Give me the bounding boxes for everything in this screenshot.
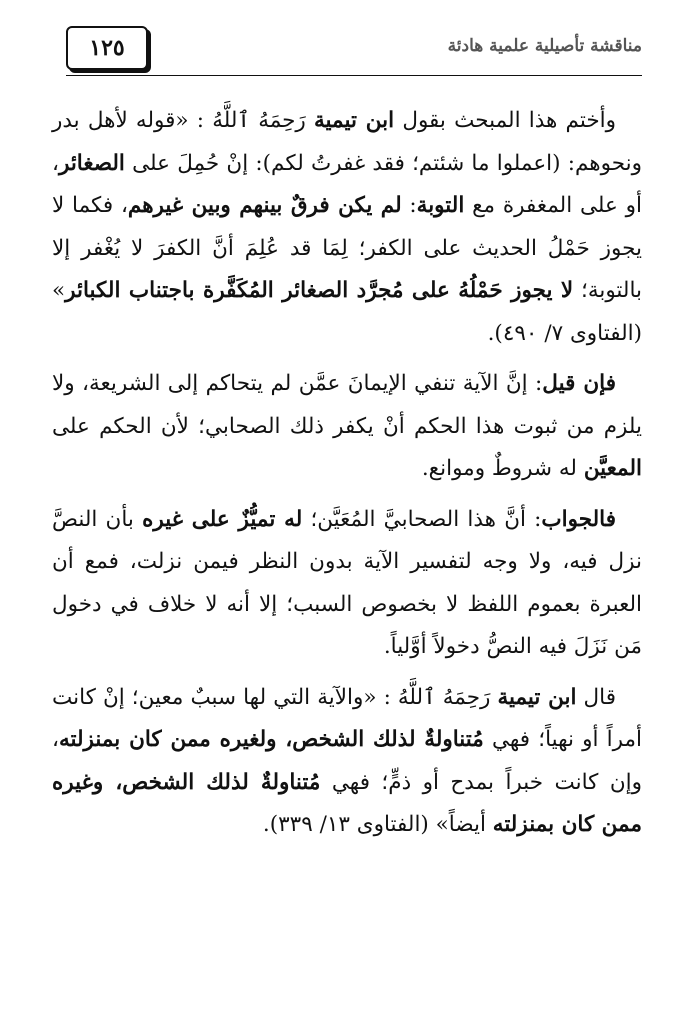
bold-text-segment: لا يجوز حَمْلُهُ على مُجرَّد الصغائر المُكَفَّرة باجتناب الكبائر [65,278,574,303]
bold-text-segment: مُتناولةٌ لذلك الشخص، وغيره ممن كان بمنزلته [52,769,642,837]
page-number: ١٢٥ [66,26,148,70]
text-segment: أيضاً» (الفتاوى ١٣/ ٣٣٩). [262,812,493,837]
running-title: مناقشة تأصيلية علمية هادئة [447,36,642,56]
bold-text-segment: له تميُّزٌ على غيره [142,506,303,532]
text-segment: : [401,193,417,218]
text-segment: : أنَّ هذا الصحابيَّ المُعَيَّن؛ [302,506,542,532]
text-segment: » (الفتاوى ٧/ ٤٩٠). [52,278,642,346]
text-segment: له شروطٌ وموانع. [421,456,584,481]
text-segment: ، فكما لا يجوز حَمْلُ الحديث على الكفر؛ لِمَا قد عُلِمَ أنَّ الكفرَ لا يُغْفر إلا بالتوبة؛ [52,193,643,303]
bold-text-segment: فإن قيل [542,371,616,396]
header-divider [66,75,642,76]
text-segment: قال [576,684,616,710]
body-text [52,100,642,847]
bold-text-segment: التوبة [416,193,465,218]
paragraph [52,677,642,847]
bold-text-segment: فالجواب [541,506,616,532]
bold-text-segment: المعيَّن [583,456,642,481]
text-segment: بأن النصَّ نزل فيه، ولا وجه لتفسير الآية بدون النظر فيمن نزلت، فمع أن العبرة بعموم اللفظ لا بخصوص السبب؛ إلا أنه لا خلاف في دخول مَن نَزَلَ فيه النصُّ دخولاً أوَّلياً. [52,506,642,659]
text-segment: وأختم هذا المبحث بقول [394,108,616,133]
page-header [66,22,642,78]
paragraph [52,100,642,355]
text-segment: رَحِمَهُ ٱللَّهُ : «قوله لأهل بدر ونحوهم: (اعملوا ما شئتم؛ فقد غفرتُ لكم): إنْ حُمِلَ على [52,108,642,176]
text-segment: رَحِمَهُ ٱللَّهُ : «والآية التي لها سببٌ معين؛ إنْ كانت أمراً أو نهياً؛ فهي [52,684,642,752]
bold-text-segment: ابن تيمية [497,684,577,710]
paragraph [52,363,642,491]
text-segment: ، أو على المغفرة مع [52,150,642,218]
bold-text-segment: مُتناولةٌ لذلك الشخص، ولغيره ممن كان بمنزلته [58,727,484,752]
bold-text-segment: الصغائر [58,150,125,176]
bold-text-segment: ابن تيمية [314,108,395,133]
paragraph [52,499,642,669]
text-segment: ، وإن كانت خبراً بمدح أو ذمٍّ؛ فهي [52,727,642,795]
text-segment: : إنَّ الآية تنفي الإيمانَ عمَّن لم يتحاكم إلى الشريعة، ولا يلزم من ثبوت هذا الحكم أنْ يكفر ذلك الصحابي؛ لأن الحكم على [52,371,642,439]
bold-text-segment: لم يكن فرقٌ بينهم وبين غيرهم [127,193,402,218]
